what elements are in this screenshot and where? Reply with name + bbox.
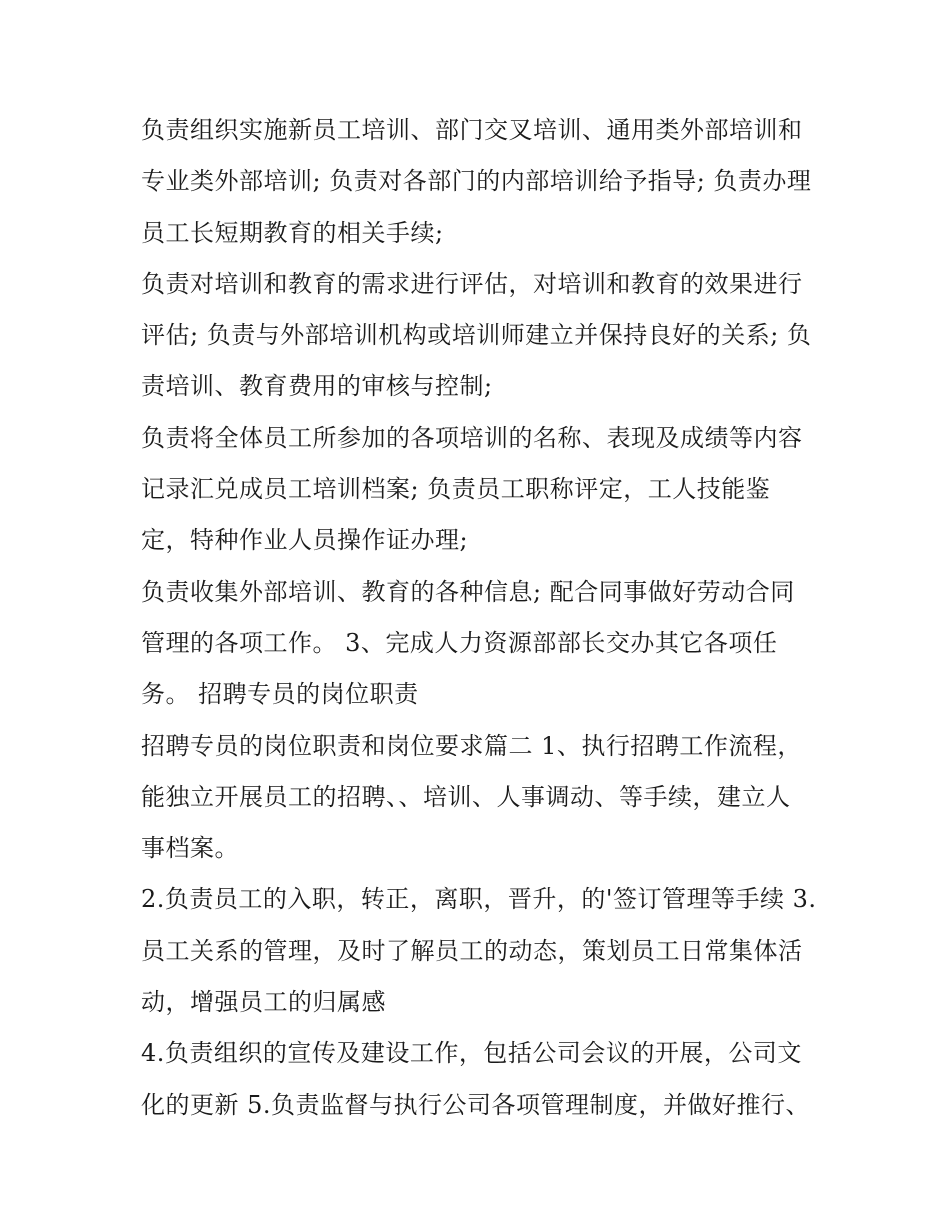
text-line: 评估; 负责与外部培训机构或培训师建立并保持良好的关系; 负 xyxy=(141,321,812,350)
text-line: 记录汇兑成员工培训档案; 负责员工职称评定，工人技能鉴 xyxy=(141,475,771,504)
text-line: 责培训、教育费用的审核与控制; xyxy=(141,372,493,401)
text-line: 定，特种作业人员操作证办理; xyxy=(141,526,469,555)
document-body xyxy=(141,105,821,1131)
text-line: 能独立开展员工的招聘、、培训、人事调动、等手续，建立人 xyxy=(141,782,791,811)
text-line: 管理的各项工作。 3、完成人力资源部部长交办其它各项任 xyxy=(141,628,778,657)
text-line: 2.负责员工的入职，转正，离职，晋升，的'签订管理等手续 3. xyxy=(141,885,817,914)
text-line: 负责将全体员工所参加的各项培训的名称、表现及成绩等内容 xyxy=(141,423,803,452)
text-line: 负责收集外部培训、教育的各种信息; 配合同事做好劳动合同 xyxy=(141,577,795,606)
text-line: 化的更新 5.负责监督与执行公司各项管理制度，并做好推行、 xyxy=(141,1090,811,1119)
text-line: 员工长短期教育的相关手续; xyxy=(141,218,444,247)
text-line: 动，增强员工的归属感 xyxy=(141,988,386,1017)
text-line: 专业类外部培训; 负责对各部门的内部培训给予指导; 负责办理 xyxy=(141,167,812,196)
text-line: 负责对培训和教育的需求进行评估，对培训和教育的效果进行 xyxy=(141,269,803,298)
text-line: 事档案。 xyxy=(141,834,239,863)
text-line: 招聘专员的岗位职责和岗位要求篇二 1、执行招聘工作流程， xyxy=(141,731,802,760)
text-line: 4.负责组织的宣传及建设工作，包括公司会议的开展，公司文 xyxy=(141,1039,802,1068)
text-line: 员工关系的管理，及时了解员工的动态，策划员工日常集体活 xyxy=(141,936,803,965)
text-line: 负责组织实施新员工培训、部门交叉培训、通用类外部培训和 xyxy=(141,116,803,144)
text-line: 务。 招聘专员的岗位职责 xyxy=(141,680,419,709)
